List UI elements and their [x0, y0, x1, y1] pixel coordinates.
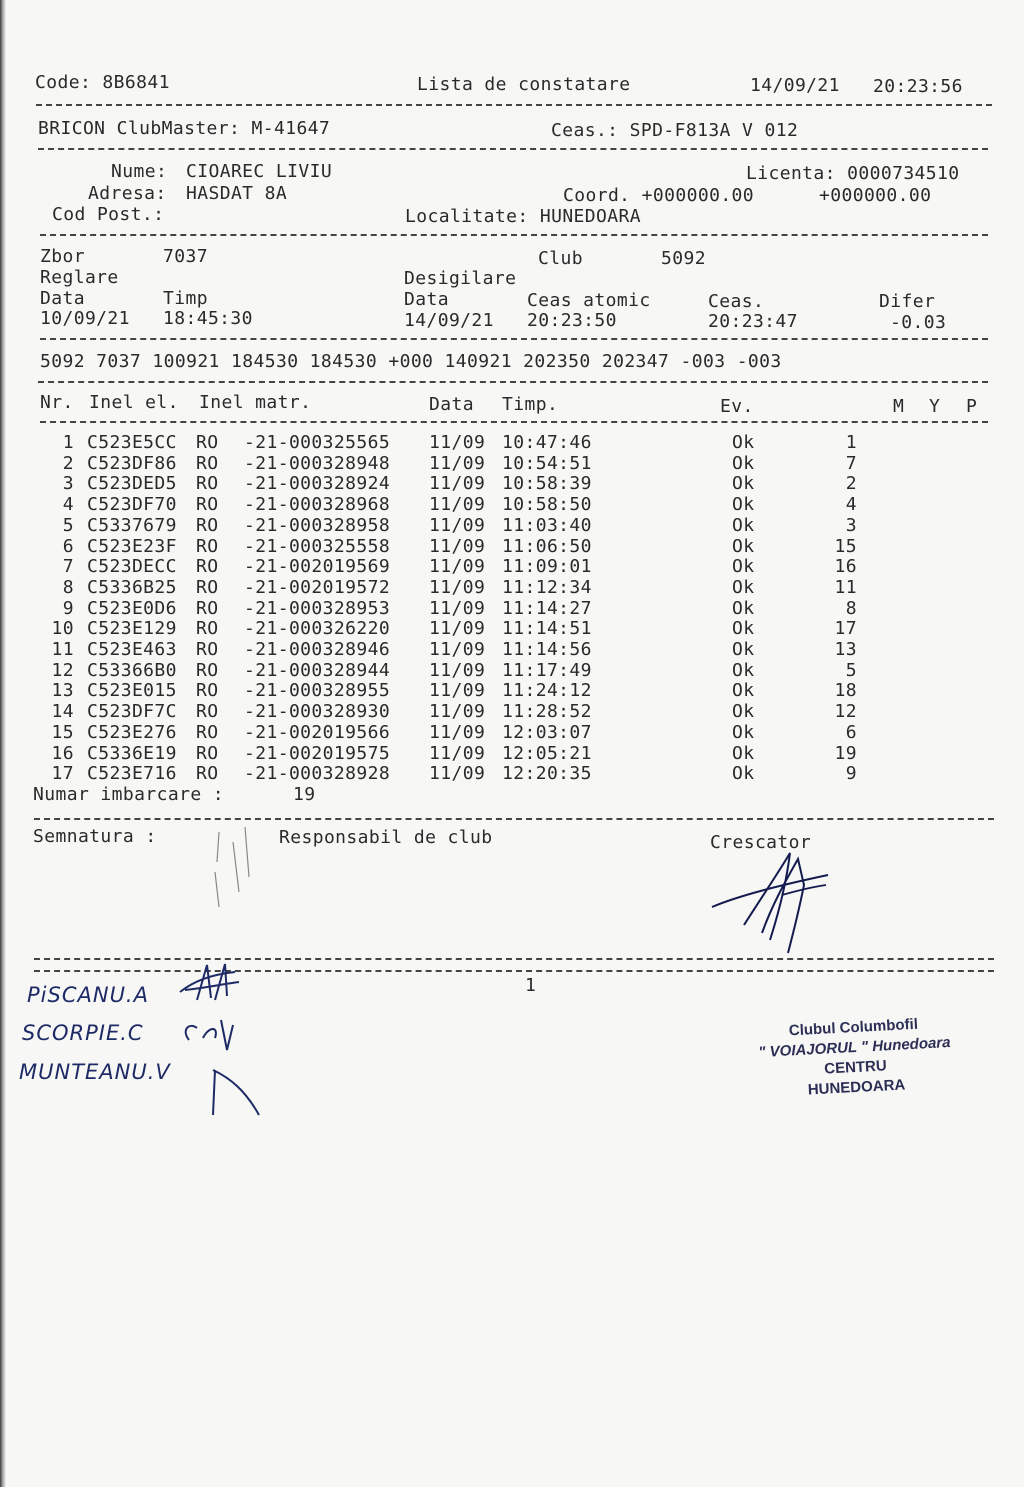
cell-ev: Ok	[732, 576, 755, 598]
cell-ev: Ok	[732, 432, 755, 453]
cell-matr: -21-000325558	[244, 535, 391, 557]
table-row	[0, 577, 1024, 598]
cell-data: 11/09	[429, 597, 486, 619]
cell-matr: -21-000328953	[244, 597, 391, 619]
handwritten-name-3: MUNTEANU.V	[19, 1060, 171, 1084]
cell-pos: 8	[845, 597, 857, 619]
cell-pos: 9	[845, 763, 857, 785]
cell-pos: 6	[845, 721, 857, 743]
zbor-label: Zbor	[40, 246, 85, 267]
data-label: Data	[40, 288, 85, 309]
reglare-label: Reglare	[40, 267, 119, 288]
cell-ro: RO	[196, 556, 219, 578]
cell-ev: Ok	[732, 494, 755, 516]
flight-code-line: 5092 7037 100921 184530 184530 +000 140921 202350 202347 -003 -003	[40, 351, 782, 372]
cell-timp: 10:47:46	[502, 432, 592, 453]
cell-nr: 8	[62, 576, 74, 598]
cell-data: 11/09	[429, 721, 486, 743]
cell-nr: 13	[51, 680, 74, 702]
cell-nr: 15	[51, 721, 74, 743]
cell-ro: RO	[196, 576, 219, 598]
cell-timp: 11:28:52	[502, 701, 592, 723]
handwritten-name-1: PiSCANU.A	[27, 983, 149, 1007]
cell-nr: 2	[62, 452, 74, 474]
cell-ro: RO	[196, 535, 219, 557]
cell-timp: 11:14:27	[502, 597, 592, 619]
cell-el: C53366B0	[87, 659, 177, 681]
stamp-line-1: Clubul Columbofil	[788, 1015, 919, 1040]
divider	[34, 818, 994, 820]
cell-el: C523E23F	[87, 535, 177, 557]
desigilare-label: Desigilare	[404, 268, 517, 289]
cell-matr: -21-000328948	[244, 452, 391, 474]
cell-nr: 12	[51, 659, 74, 681]
ceas-value: 20:23:47	[708, 311, 798, 332]
reglare-date: 10/09/21	[40, 308, 130, 329]
cell-nr: 5	[62, 514, 74, 536]
col-p: P	[966, 396, 978, 417]
cell-pos: 7	[845, 452, 857, 474]
table-row	[0, 701, 1024, 722]
cell-nr: 16	[51, 742, 74, 764]
table-row	[0, 473, 1024, 494]
system-id: BRICON ClubMaster: M-41647	[38, 118, 331, 139]
faint-signature	[205, 822, 265, 917]
cell-nr: 10	[51, 618, 74, 640]
table-row	[0, 432, 1024, 453]
club-responsible-label: Responsabil de club	[279, 827, 493, 848]
cell-el: C523E015	[87, 680, 177, 702]
page-number: 1	[525, 975, 537, 996]
cell-el: C5336E19	[87, 742, 177, 764]
cell-ro: RO	[196, 742, 219, 764]
cell-pos: 18	[834, 680, 857, 702]
cell-nr: 11	[51, 639, 74, 660]
data2-label: Data	[404, 289, 449, 310]
cell-data: 11/09	[429, 535, 486, 557]
cell-el: C523E463	[87, 639, 177, 660]
desigilare-date: 14/09/21	[404, 310, 494, 331]
cell-timp: 11:03:40	[502, 514, 592, 536]
postal-label: Cod Post.:	[52, 204, 165, 225]
zbor-value: 7037	[163, 246, 208, 267]
cell-el: C523DF70	[87, 494, 177, 516]
cell-ev: Ok	[732, 742, 755, 764]
cell-matr: -21-000328924	[244, 473, 391, 495]
table-row	[0, 556, 1024, 577]
handwritten-initials	[175, 960, 275, 1120]
cell-ev: Ok	[732, 701, 755, 723]
cell-pos: 3	[845, 514, 857, 536]
club-value: 5092	[661, 248, 706, 269]
cell-data: 11/09	[429, 494, 486, 516]
cell-timp: 10:58:50	[502, 494, 592, 516]
cell-data: 11/09	[429, 639, 486, 660]
stamp-line-2: " VOIAJORUL " Hunedoara	[757, 1033, 951, 1062]
name-label: Nume:	[111, 161, 168, 182]
table-row	[0, 515, 1024, 536]
cell-ev: Ok	[732, 597, 755, 619]
cell-pos: 15	[834, 535, 857, 557]
cell-data: 11/09	[429, 576, 486, 598]
cell-ro: RO	[196, 659, 219, 681]
cell-data: 11/09	[429, 742, 486, 764]
cell-pos: 16	[834, 556, 857, 578]
cell-nr: 14	[51, 701, 74, 723]
coordinates-2: +000000.00	[819, 185, 932, 206]
document-code: Code: 8B6841	[35, 72, 170, 93]
cell-nr: 6	[62, 535, 74, 557]
cell-timp: 11:17:49	[502, 659, 592, 681]
cell-data: 11/09	[429, 659, 486, 681]
clock-id: Ceas.: SPD-F813A V 012	[551, 120, 799, 141]
col-y: Y	[929, 396, 941, 417]
cell-el: C523DF7C	[87, 701, 177, 723]
cell-matr: -21-002019566	[244, 721, 391, 743]
cell-data: 11/09	[429, 432, 486, 453]
cell-el: C523E716	[87, 763, 177, 785]
divider	[38, 148, 988, 150]
cell-matr: -21-000325565	[244, 432, 391, 453]
cell-data: 11/09	[429, 618, 486, 640]
cell-el: C523E276	[87, 721, 177, 743]
locality: Localitate: HUNEDOARA	[405, 206, 641, 227]
cell-el: C523E129	[87, 618, 177, 640]
cell-ro: RO	[196, 763, 219, 785]
cell-matr: -21-000328928	[244, 763, 391, 785]
cell-ev: Ok	[732, 763, 755, 785]
cell-ev: Ok	[732, 556, 755, 578]
cell-ev: Ok	[732, 473, 755, 495]
owner-name: CIOAREC LIVIU	[186, 161, 333, 182]
cell-ro: RO	[196, 494, 219, 516]
cell-matr: -21-000328955	[244, 680, 391, 702]
table-row	[0, 639, 1024, 660]
cell-nr: 4	[62, 494, 74, 516]
cell-matr: -21-000328944	[244, 659, 391, 681]
cell-ro: RO	[196, 680, 219, 702]
divider	[36, 104, 992, 106]
cell-el: C523DED5	[87, 473, 177, 495]
col-inel-el: Inel el.	[89, 392, 179, 413]
difer-label: Difer	[879, 291, 936, 312]
cell-timp: 10:58:39	[502, 473, 592, 495]
cell-data: 11/09	[429, 452, 486, 474]
cell-ev: Ok	[732, 680, 755, 702]
col-inel-matr: Inel matr.	[199, 392, 312, 413]
cell-el: C5336B25	[87, 576, 177, 598]
cell-ev: Ok	[732, 535, 755, 557]
cell-pos: 17	[834, 618, 857, 640]
cell-pos: 2	[845, 473, 857, 495]
address-label: Adresa:	[88, 183, 167, 204]
cell-ro: RO	[196, 639, 219, 660]
boarding-label: Numar imbarcare :	[33, 784, 225, 805]
cell-el: C5337679	[87, 514, 177, 536]
cell-nr: 1	[62, 432, 74, 453]
col-timp: Timp.	[502, 394, 559, 415]
cell-data: 11/09	[429, 556, 486, 578]
cell-matr: -21-002019569	[244, 556, 391, 578]
cell-timp: 12:20:35	[502, 763, 592, 785]
cell-ro: RO	[196, 432, 219, 453]
stamp-line-3: CENTRU	[823, 1057, 888, 1078]
cell-timp: 12:03:07	[502, 721, 592, 743]
reglare-time: 18:45:30	[163, 308, 253, 329]
cell-data: 11/09	[429, 514, 486, 536]
table-row	[0, 660, 1024, 681]
owner-address: HASDAT 8A	[186, 183, 288, 204]
table-row	[0, 743, 1024, 764]
table-row	[0, 453, 1024, 474]
divider	[40, 338, 988, 340]
cell-data: 11/09	[429, 473, 486, 495]
timp-label: Timp	[163, 288, 208, 309]
cell-timp: 11:24:12	[502, 680, 592, 702]
col-nr: Nr.	[40, 392, 74, 413]
cell-matr: -21-000328958	[244, 514, 391, 536]
col-m: M	[893, 396, 905, 417]
cell-el: C523E5CC	[87, 432, 177, 453]
club-stamp	[738, 1012, 972, 1104]
cell-ev: Ok	[732, 659, 755, 681]
cell-ro: RO	[196, 473, 219, 495]
table-row	[0, 494, 1024, 515]
cell-data: 11/09	[429, 763, 486, 785]
cell-el: C523E0D6	[87, 597, 177, 619]
cell-ro: RO	[196, 721, 219, 743]
breeder-signature	[700, 845, 840, 960]
cell-data: 11/09	[429, 701, 486, 723]
divider	[40, 234, 988, 236]
license: Licenta: 0000734510	[746, 163, 960, 184]
ceas-label: Ceas.	[708, 291, 765, 312]
breeder-label: Crescator	[710, 832, 812, 853]
cell-timp: 11:06:50	[502, 535, 592, 557]
difer-value: -0.03	[890, 312, 947, 333]
signature-label: Semnatura :	[33, 826, 157, 847]
cell-ro: RO	[196, 597, 219, 619]
cell-pos: 11	[834, 576, 857, 598]
cell-ev: Ok	[732, 639, 755, 660]
cell-timp: 11:12:34	[502, 576, 592, 598]
cell-pos: 1	[845, 432, 857, 453]
divider	[40, 421, 988, 423]
boarding-count: 19	[293, 784, 316, 805]
cell-ev: Ok	[732, 452, 755, 474]
cell-pos: 13	[834, 639, 857, 660]
cell-el: C523DECC	[87, 556, 177, 578]
table-row	[0, 680, 1024, 701]
club-label: Club	[538, 248, 583, 269]
cell-ev: Ok	[732, 721, 755, 743]
cell-matr: -21-002019575	[244, 742, 391, 764]
cell-pos: 19	[834, 742, 857, 764]
cell-nr: 3	[62, 473, 74, 495]
cell-matr: -21-000328930	[244, 701, 391, 723]
cell-nr: 9	[62, 597, 74, 619]
cell-data: 11/09	[429, 680, 486, 702]
table-row	[0, 598, 1024, 619]
divider	[38, 381, 988, 383]
cell-timp: 11:09:01	[502, 556, 592, 578]
cell-ev: Ok	[732, 618, 755, 640]
cell-pos: 12	[834, 701, 857, 723]
cell-nr: 17	[51, 763, 74, 785]
cell-ro: RO	[196, 618, 219, 640]
cell-pos: 5	[845, 659, 857, 681]
cell-el: C523DF86	[87, 452, 177, 474]
stamp-line-4: HUNEDOARA	[807, 1076, 906, 1099]
table-row	[0, 722, 1024, 743]
cell-matr: -21-000328968	[244, 494, 391, 516]
cell-timp: 11:14:51	[502, 618, 592, 640]
cell-matr: -21-000326220	[244, 618, 391, 640]
document-time: 20:23:56	[873, 76, 963, 97]
cell-ev: Ok	[732, 514, 755, 536]
cell-ro: RO	[196, 514, 219, 536]
cell-timp: 10:54:51	[502, 452, 592, 474]
cell-matr: -21-002019572	[244, 576, 391, 598]
ceas-atomic-value: 20:23:50	[527, 310, 617, 331]
cell-nr: 7	[62, 556, 74, 578]
document-date: 14/09/21	[750, 75, 840, 96]
table-row	[0, 763, 1024, 784]
ceas-atomic-label: Ceas atomic	[527, 290, 651, 311]
col-ev: Ev.	[720, 396, 754, 417]
col-data: Data	[429, 394, 474, 415]
cell-timp: 12:05:21	[502, 742, 592, 764]
table-row	[0, 536, 1024, 557]
document-title: Lista de constatare	[417, 74, 631, 95]
cell-ro: RO	[196, 452, 219, 474]
coordinates: Coord. +000000.00	[563, 185, 755, 206]
cell-matr: -21-000328946	[244, 639, 391, 660]
cell-timp: 11:14:56	[502, 639, 592, 660]
cell-ro: RO	[196, 701, 219, 723]
handwritten-name-2: SCORPIE.C	[22, 1021, 144, 1045]
table-row	[0, 618, 1024, 639]
cell-pos: 4	[845, 494, 857, 516]
